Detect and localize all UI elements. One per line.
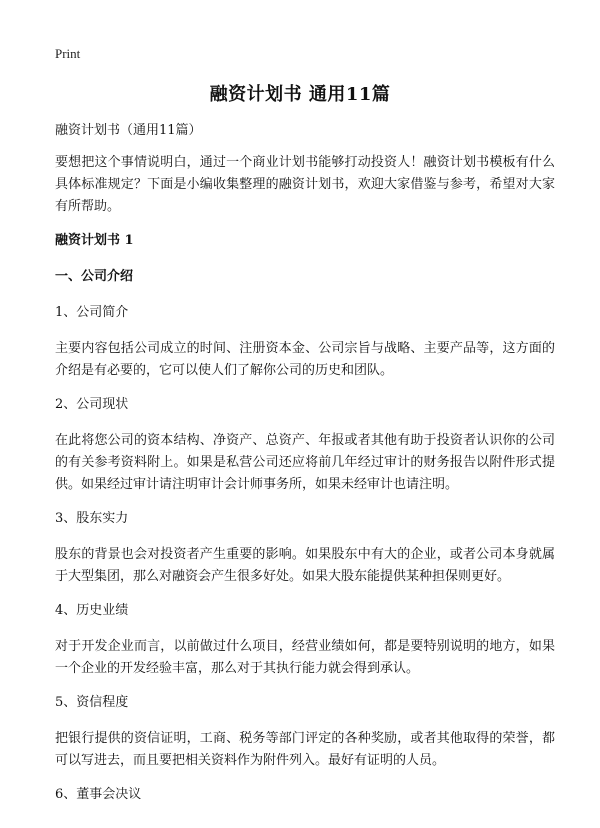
section-body-credit-standing: 把银行提供的资信证明，工商、税务等部门评定的各种奖励，或者其他取得的荣誉，都可以写进去，而且要把相关资料作为附件列入。最好有证明的人员。	[55, 731, 555, 768]
intro-paragraph: 要想把这个事情说明白，通过一个商业计划书能够打动投资人！融资计划书模板有什么具体标准规定？下面是小编收集整理的融资计划书，欢迎大家借鉴与参考，希望对大家有所帮助。	[55, 155, 555, 214]
document-body	[55, 120, 555, 820]
plan-heading: 融资计划书 1	[55, 233, 134, 248]
print-label[interactable]: Print	[55, 46, 81, 61]
section-body-track-record: 对于开发企业而言，以前做过什么项目，经营业绩如何，都是要特别说明的地方，如果一个企业的开发经验丰富，那么对于其执行能力就会得到承认。	[55, 639, 555, 676]
section-heading-company-profile: 1、公司简介	[55, 305, 129, 320]
section-heading-board-resolution: 6、董事会决议	[55, 787, 142, 802]
chapter-heading: 一、公司介绍	[55, 269, 134, 284]
document-subtitle: 融资计划书（通用11篇）	[55, 123, 202, 138]
section-heading-track-record: 4、历史业绩	[55, 603, 129, 618]
section-body-company-profile: 主要内容包括公司成立的时间、注册资本金、公司宗旨与战略、主要产品等，这方面的介绍是有必要的，它可以使人们了解你公司的历史和团队。	[55, 341, 555, 378]
section-body-company-status: 在此将您公司的资本结构、净资产、总资产、年报或者其他有助于投资者认识你的公司的有关参考资料附上。如果是私营公司还应将前几年经过审计的财务报告以附件形式提供。如果经过审计请注明审计会计师事务所，如果未经审计也请注明。	[55, 433, 555, 492]
section-body-shareholder-strength: 股东的背景也会对投资者产生重要的影响。如果股东中有大的企业，或者公司本身就属于大型集团，那么对融资会产生很多好处。如果大股东能提供某种担保则更好。	[55, 547, 555, 584]
section-heading-shareholder-strength: 3、股东实力	[55, 511, 129, 526]
section-heading-credit-standing: 5、资信程度	[55, 695, 129, 710]
document-title: 融资计划书 通用11篇	[209, 84, 391, 105]
section-heading-company-status: 2、公司现状	[55, 397, 129, 412]
